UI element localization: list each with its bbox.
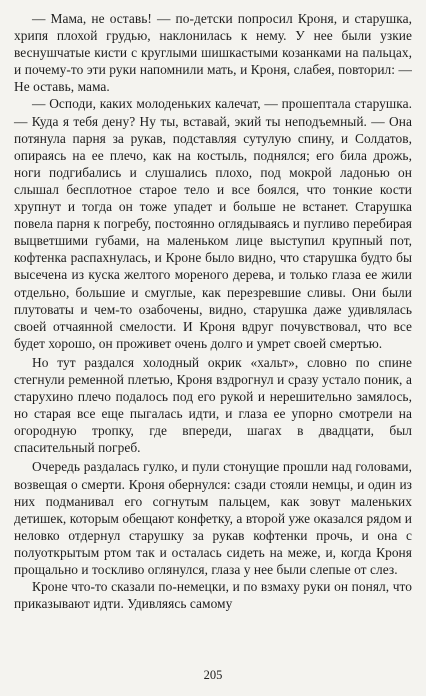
paragraph: Кроне что-то сказали по-немецки, и по взмаху руки он понял, что приказывают идти. Удивляясь самому bbox=[14, 579, 412, 612]
paragraph: Очередь раздалась гулко, и пули стонущие прошли над головами, возвещая о смерти. Кроня обернулся: сзади стояли немцы, и один из них подманивал его согнутым пальцем, как зовут маленьких детишек, которым обещают конфетку, а второй уже оказался рядом и неловко отдернул старушку за рукав кофтенки прочь, и она с полуоткрытым ртом так и осталась сидеть на меже, и, когда Кроня прощально и тоскливо оглянулся, глаза у нее были слепые от слез. bbox=[14, 459, 412, 577]
page-number: 205 bbox=[203, 668, 223, 682]
body-text bbox=[14, 10, 412, 612]
paragraph: — Осподи, каких молоденьких калечат, — прошептала старушка. — Куда я тебя дену? Ну ты, вставай, экий ты неподъемный. — Она потянула парня за рукав, подставляя сутулую спину, и Солдатов, опираясь на ее плечо, как на костыль, поднялся; его била дрожь, ноги подгибались и слушались плохо, под мокрой ладонью он слышал бесплотное старое тело и все боялся, что тонкие кости хрупнут и тогда он тоже упадет и больше не встанет. Старушка повела парня к погребу, постоянно оглядываясь и пугливо перебирая выцветшими губами, на маленьком лице выступил крупный пот, кофтенка распахнулась, и Кроне было видно, что старушка будто бы высечена из куска желтого мореного дерева, и только глаза ее жили отдельно, большие и смуглые, как перезревшие сливы. Они были плутоваты и чем-то озабочены, видно, старушка даже удивлялась своей отчаянной смелости. И Кроня вдруг почувствовал, что все будет хорошо, он проживет очень долго и умрет своей смертью. bbox=[14, 96, 412, 351]
paragraph: — Мама, не оставь! — по-детски попросил Кроня, и старушка, хрипя плохой грудью, наклонилась к нему. У нее были узкие веснушчатые кисти с круглыми шишкастыми козанками на пальцах, и почему-то эти руки напомнили мать, и Кроня, слабея, повторил: — Не оставь, мама. bbox=[14, 11, 412, 95]
paragraph: Но тут раздался холодный окрик «хальт», словно по спине стегнули ременной плетью, Кроня вздрогнул и сразу устало поник, а старухино плечо подалось под его рукой и нерешительно замялось, но старая все еще пыгалась идти, и глаза ее упорно смотрели на огородную тропку, где впереди, шагах в двадцати, был спасительный погреб. bbox=[14, 354, 412, 456]
